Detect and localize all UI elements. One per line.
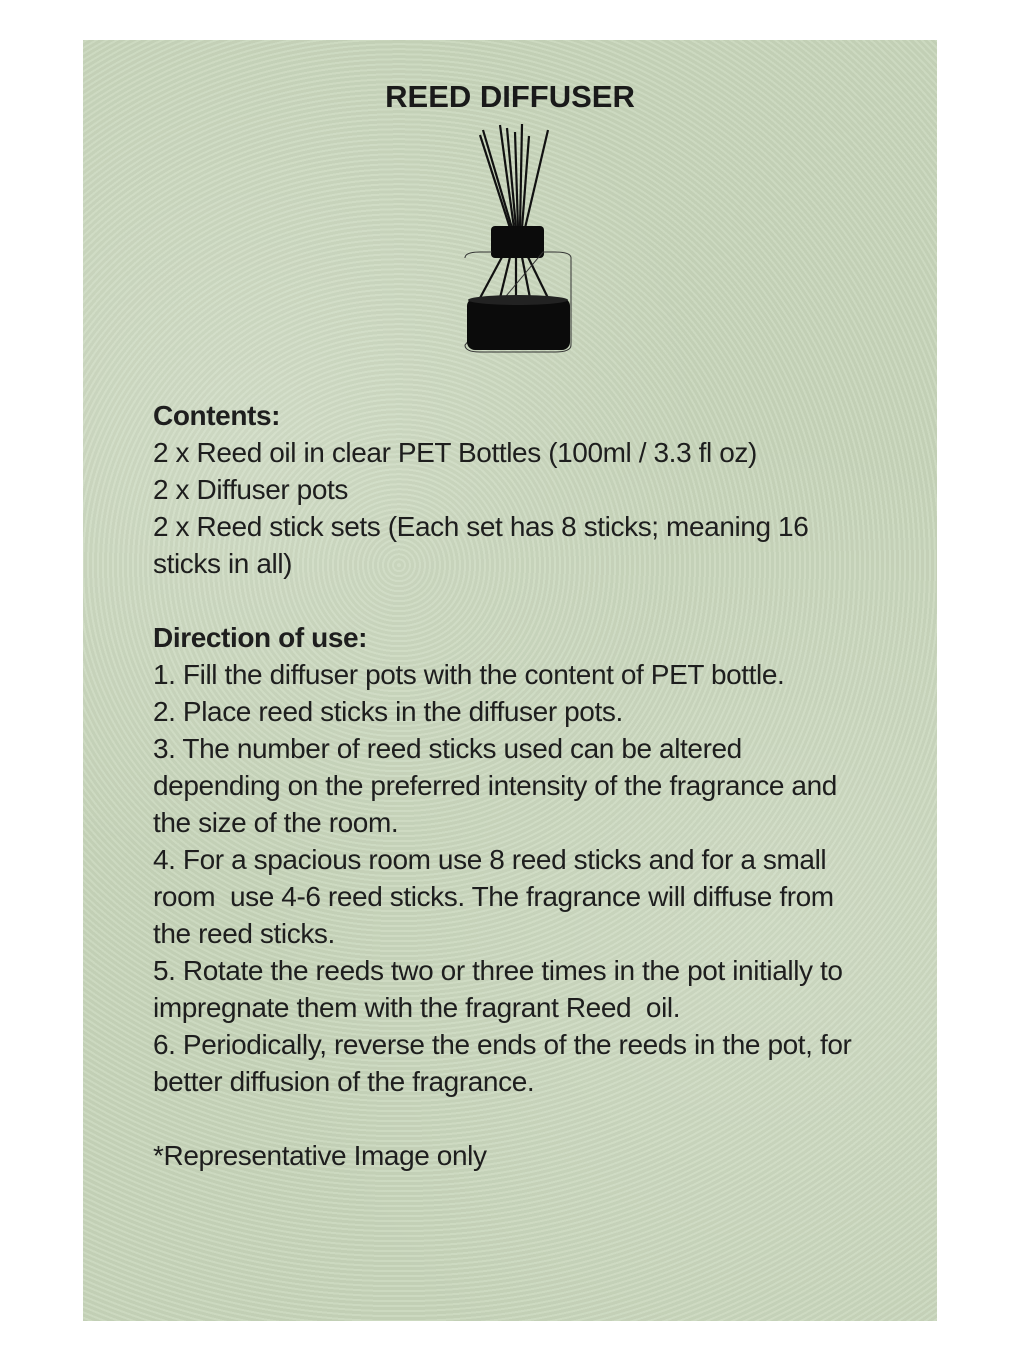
contents-heading: Contents: xyxy=(153,400,281,431)
contents-item: 2 x Reed stick sets (Each set has 8 sticks; meaning 16 sticks in all) xyxy=(153,511,816,579)
directions-heading: Direction of use: xyxy=(153,622,368,653)
direction-step: 6. Periodically, reverse the ends of the reeds in the pot, for better diffusion of the fragrance. xyxy=(153,1029,859,1097)
contents-item: 2 x Diffuser pots xyxy=(153,474,348,505)
page-title: REED DIFFUSER xyxy=(385,79,635,114)
direction-step: 3. The number of reed sticks used can be altered depending on the preferred intensity of the fragrance and the size of the room. xyxy=(153,733,845,838)
direction-step: 5. Rotate the reeds two or three times in the pot initially to impregnate them with the fragrant Reed oil. xyxy=(153,955,850,1023)
direction-step: 4. For a spacious room use 8 reed sticks and for a small room use 4-6 reed sticks. The fragrance will diffuse from the reed sticks. xyxy=(153,844,842,949)
direction-step: 1. Fill the diffuser pots with the content of PET bottle. xyxy=(153,659,785,690)
instructions xyxy=(153,397,873,1174)
reed-diffuser-icon xyxy=(440,110,580,360)
direction-step: 2. Place reed sticks in the diffuser pots. xyxy=(153,696,623,727)
contents-item: 2 x Reed oil in clear PET Bottles (100ml / 3.3 fl oz) xyxy=(153,437,757,468)
product-info-card xyxy=(83,40,937,1321)
disclaimer-note: *Representative Image only xyxy=(153,1140,487,1171)
